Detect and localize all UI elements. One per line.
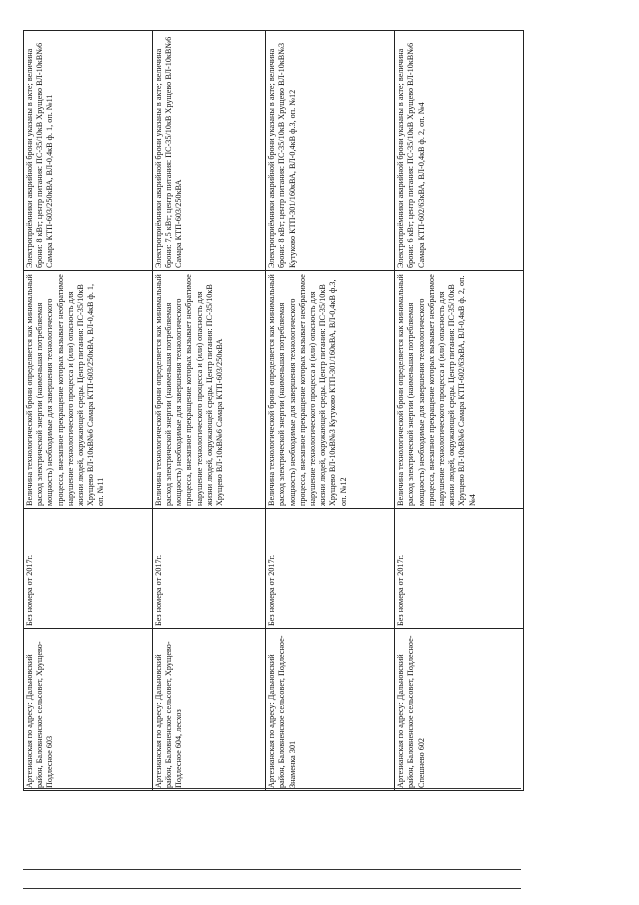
rotated-table-container (23, 31, 524, 791)
description-cell: Величина технологической брони определяется как минимальный расход электрической энергии (наименьшая потребляемая мощность) необходимые для завершения технологического процесса, внезапное прекращение которых вызывает необратимое нарушение технологического процесса и (или) опасность для жизни людей, окружающей среды. Центр питания: ПС-35/10кВ Хрущево ВЛ-10кВ№6 Самара КТП-603/250кВА (152, 271, 265, 509)
divider-line (23, 788, 521, 789)
description-cell: Величина технологической брони определяется как минимальный расход электрической энергии (наименьшая потребляемая мощность) необходимые для завершения технологического процесса, внезапное прекращение которых вызывает необратимое нарушение технологического процесса и (или) опасность для жизни людей, окружающей среды. Центр питания: ПС-35/10кВ Хрущево ВЛ-10кВ№6 Самара КТП-602/63кВА, ВЛ-0,4кВ ф. 2, оп. №4 (395, 271, 524, 509)
number-cell: Без номера от 2017г. (152, 509, 265, 629)
table-row (395, 31, 524, 791)
table-row (266, 31, 395, 791)
location-cell: Артезианская по адресу: Дальновский район, Баловненское сельсовет, Хрущево-Подлесное 603 (24, 629, 153, 791)
reserve-cell: Электроприёмники аварийной брони указаны в акте; величина брони: 8 кВт; центр питания: ПС-35/10кВ Хрущево ВЛ-10кВ№3 Кутуково КТП-301/160кВА, ВЛ-0,4кВ ф.3, оп. №12 (266, 31, 395, 271)
table-row (152, 31, 265, 791)
table-row (24, 31, 153, 791)
number-cell: Без номера от 2017г. (24, 509, 153, 629)
divider-line (23, 869, 521, 870)
description-cell: Величина технологической брони определяется как минимальный расход электрической энергии (наименьшая потребляемая мощность) необходимые для завершения технологического процесса, внезапное прекращение которых вызывает необратимое нарушение технологического процесса и (или) опасность для жизни людей, окружающей среды. Центр питания: ПС-35/10кВ Хрущево ВЛ-10кВ№3 Кутуково КТП-301/160кВА, ВЛ-0,4кВ ф.3, оп. №12 (266, 271, 395, 509)
description-cell: Величина технологической брони определяется как минимальный расход электрической энергии (наименьшая потребляемая мощность) необходимые для завершения технологического процесса, внезапное прекращение которых вызывает необратимое нарушение технологического процесса и (или) опасность для жизни людей, окружающей среды. Центр питания: ПС-35/10кВ Хрущево ВЛ-10кВ№6 Самара КТП-603/250кВА, ВЛ-0,4кВ ф. 1, оп. №11 (24, 271, 153, 509)
number-cell: Без номера от 2017г. (395, 509, 524, 629)
divider-line (23, 888, 521, 889)
reserve-cell: Электроприёмники аварийной брони указаны в акте; величина брони: 6 кВт; центр питания: ПС-35/10кВ Хрущево ВЛ-10кВ№6 Самара КТП-602/63кВА, ВЛ-0,4кВ ф. 2, оп. №4 (395, 31, 524, 271)
reserve-table (23, 30, 524, 791)
number-cell: Без номера от 2017г. (266, 509, 395, 629)
reserve-cell: Электроприёмники аварийной брони указаны в акте; величина брони: 7,5 кВт; центр питания: ПС-35/10кВ Хрущево ВЛ-10кВ№6 Самара КТП-603/250кВА (152, 31, 265, 271)
location-cell: Артезианская по адресу: Дальновский район, Баловненское сельсовет, Подлесное-Знаменка 301 (266, 629, 395, 791)
location-cell: Артезианская по адресу: Дальновский район, Баловненское сельсовет, Подлесное-Спешнево 602 (395, 629, 524, 791)
reserve-cell: Электроприёмники аварийной брони указаны в акте; величина брони: 8 кВт; центр питания: ПС-35/10кВ Хрущево ВЛ-10кВ№6 Самара КТП-603/250кВА, ВЛ-0,4кВ ф. 1, оп. №11 (24, 31, 153, 271)
location-cell: Артезианская по адресу: Дальновский район, Баловненское сельсовет, Хрущево-Подлесное 604, лесхоз (152, 629, 265, 791)
